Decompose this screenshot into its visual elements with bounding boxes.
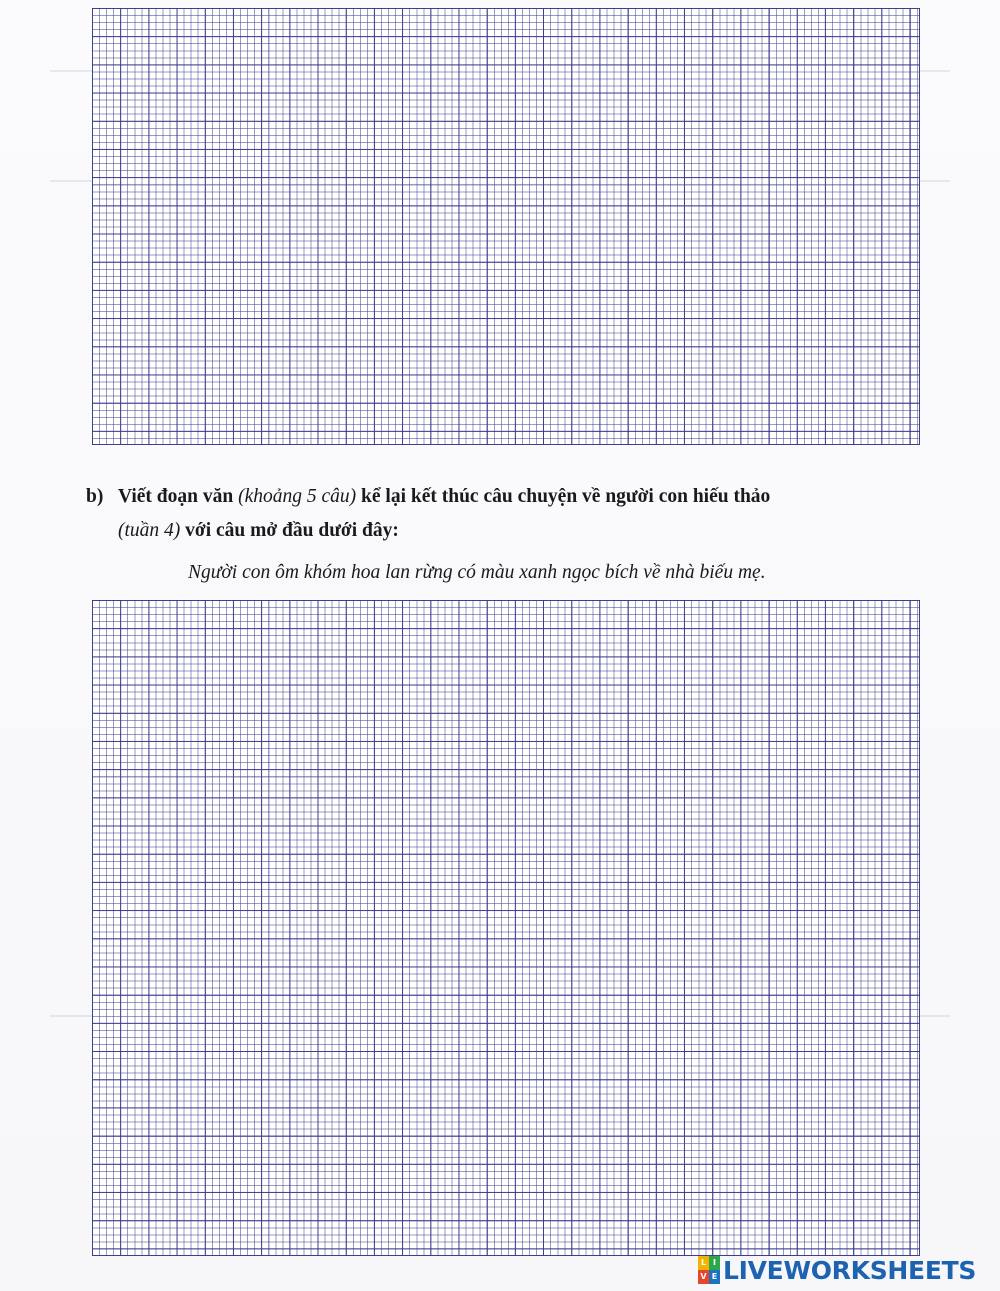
task-instruction-end: với câu mở đầu dưới đây:: [180, 520, 399, 541]
task-week-ref: (tuần 4): [118, 520, 181, 541]
task-sentence-count: (khoảng 5 câu): [238, 486, 357, 507]
task-line-1: [86, 480, 916, 514]
task-label: b): [86, 486, 104, 507]
brand-name: LIVEWORKSHEETS: [723, 1255, 977, 1285]
logo-letter: E: [709, 1270, 720, 1284]
logo-letter: I: [709, 1256, 720, 1270]
logo-letter: L: [698, 1256, 709, 1270]
opening-sentence: Người con ôm khóm hoa lan rừng có màu xanh ngọc bích về nhà biếu mẹ.: [188, 562, 766, 583]
logo-letter: V: [698, 1270, 709, 1284]
task-instruction-mid: kể lại kết thúc câu chuyện về người con hiếu thảo: [356, 486, 771, 507]
liveworksheets-logo-icon: [698, 1256, 720, 1284]
writing-grid-top[interactable]: [92, 8, 920, 445]
task-line-2: [86, 514, 916, 548]
liveworksheets-brand: [698, 1255, 976, 1285]
task-instruction-start: Viết đoạn văn: [118, 486, 239, 507]
task-b: [86, 480, 916, 548]
writing-grid-answer[interactable]: [92, 600, 920, 1256]
